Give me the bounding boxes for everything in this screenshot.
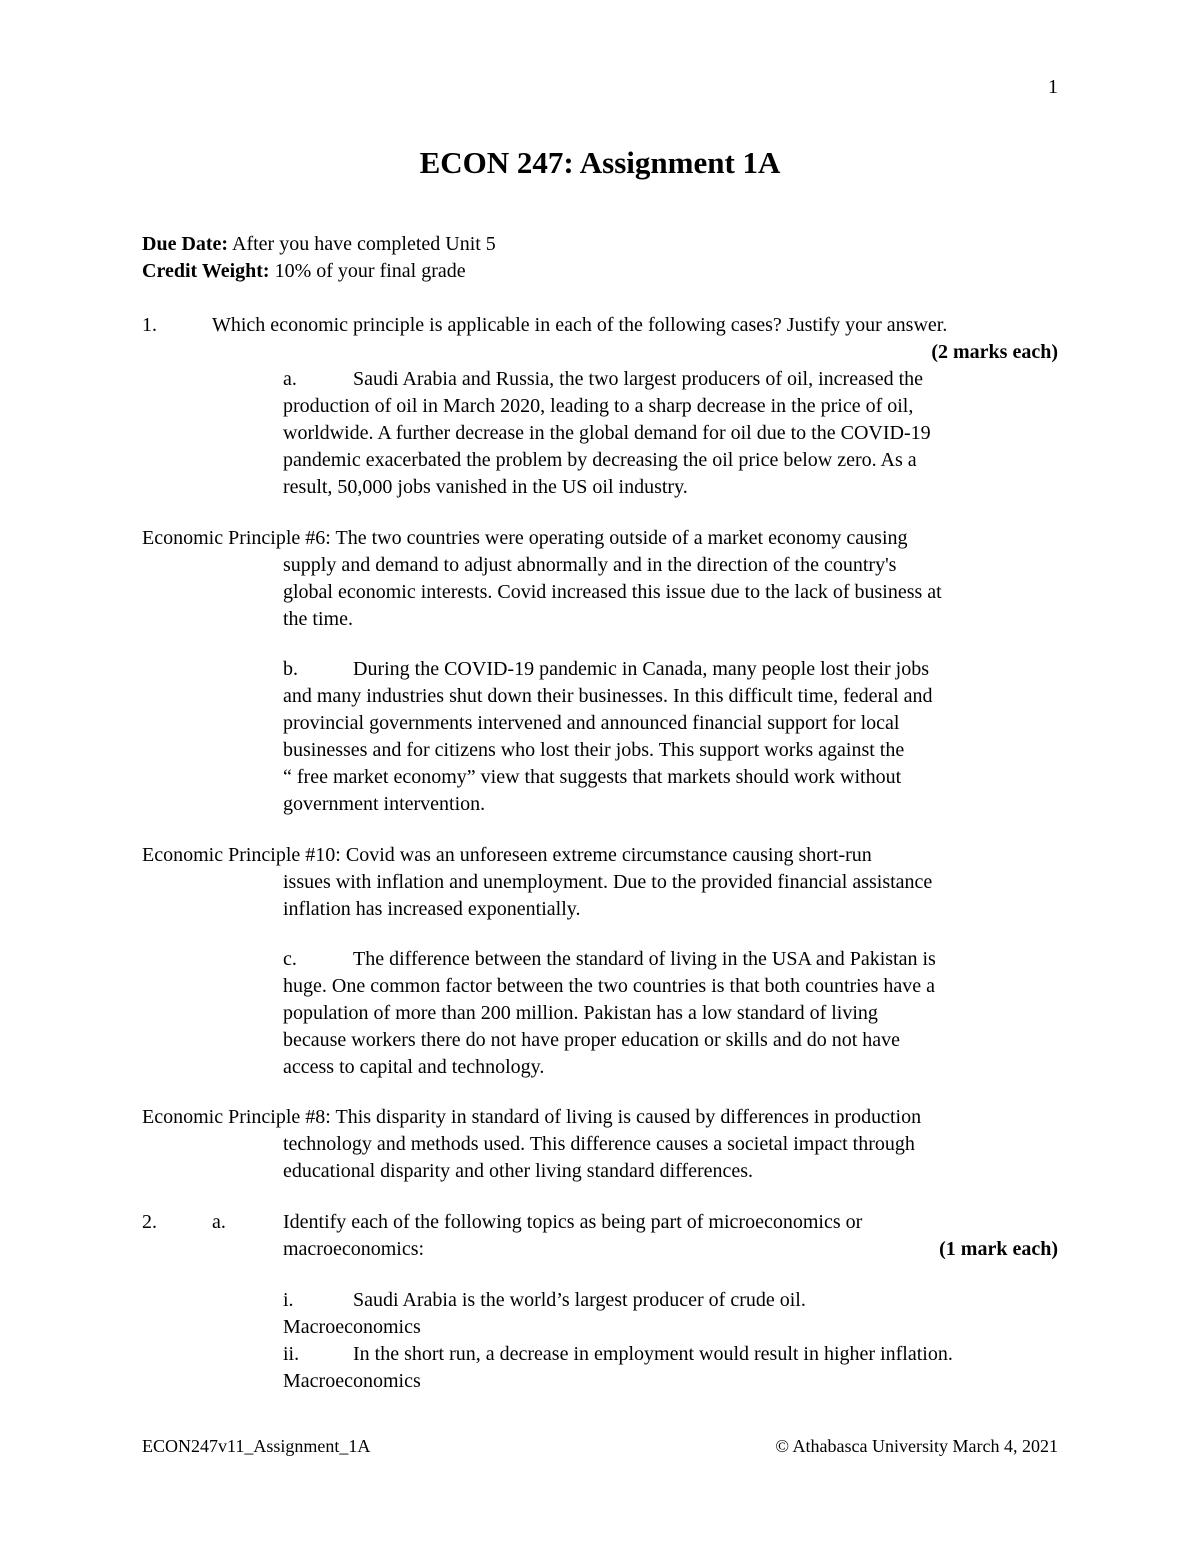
q1a-line: worldwide. A further decrease in the global demand for oil due to the COVID-19 <box>283 422 931 444</box>
q2-marks: (1 mark each) <box>939 1238 1058 1260</box>
q1b-line: During the COVID-19 pandemic in Canada, many people lost their jobs <box>353 658 929 680</box>
q1b-line: government intervention. <box>283 793 486 815</box>
q1c-answer-line: technology and methods used. This difference causes a societal impact through <box>283 1133 915 1155</box>
q1b-letter: b. <box>283 658 298 680</box>
footer-copyright: © Athabasca University March 4, 2021 <box>775 1436 1058 1456</box>
q1c-line: The difference between the standard of living in the USA and Pakistan is <box>353 948 936 970</box>
credit-weight-label: Credit Weight: <box>142 260 270 282</box>
page-title: ECON 247: Assignment 1A <box>419 145 781 180</box>
q1a-line: production of oil in March 2020, leading to a sharp decrease in the price of oil, <box>283 395 914 417</box>
page-number: 1 <box>1048 76 1058 98</box>
q1c-line: because workers there do not have proper education or skills and do not have <box>283 1029 901 1051</box>
q2-item-text: In the short run, a decrease in employment would result in higher inflation. <box>353 1343 953 1365</box>
q1b-line: “ free market economy” view that suggests that markets should work without <box>283 766 902 788</box>
credit-weight-line <box>142 258 466 285</box>
due-date-value: After you have completed Unit 5 <box>232 233 496 255</box>
q2-item-answer: Macroeconomics <box>283 1370 421 1392</box>
q1c-answer-line: Economic Principle #8: This disparity in standard of living is caused by differences in production <box>142 1106 922 1128</box>
q1c-line: population of more than 200 million. Pakistan has a low standard of living <box>283 1002 878 1024</box>
q1-prompt: Which economic principle is applicable in each of the following cases? Justify your answer. <box>212 314 948 336</box>
q1a-line: pandemic exacerbated the problem by decreasing the oil price below zero. As a <box>283 449 917 471</box>
due-date-line <box>142 231 496 258</box>
q2-prompt-line: macroeconomics: <box>283 1238 425 1260</box>
q1a-line: result, 50,000 jobs vanished in the US oil industry. <box>283 476 688 498</box>
q1a-answer-line: global economic interests. Covid increased this issue due to the lack of business at <box>283 581 942 603</box>
q1c-letter: c. <box>283 948 297 970</box>
q1-marks: (2 marks each) <box>931 341 1058 363</box>
q2-item-roman: ii. <box>283 1343 300 1365</box>
q1b-line: businesses and for citizens who lost their jobs. This support works against the <box>283 739 905 761</box>
due-date-label: Due Date: <box>142 233 229 255</box>
credit-weight-value: 10% of your final grade <box>274 260 466 282</box>
q1c-line: huge. One common factor between the two countries is that both countries have a <box>283 975 936 997</box>
q2-number: 2. <box>142 1211 157 1233</box>
q2-item-text: Saudi Arabia is the world’s largest producer of crude oil. <box>353 1289 806 1311</box>
footer-doc-id: ECON247v11_Assignment_1A <box>142 1436 371 1456</box>
q2-item-answer: Macroeconomics <box>283 1316 421 1338</box>
q1b-line: provincial governments intervened and announced financial support for local <box>283 712 900 734</box>
q1c-answer-line: educational disparity and other living standard differences. <box>283 1160 754 1182</box>
q2a-letter: a. <box>212 1211 226 1233</box>
q1a-answer-line: Economic Principle #6: The two countries were operating outside of a market economy causing <box>142 527 908 549</box>
q1b-answer-line: Economic Principle #10: Covid was an unforeseen extreme circumstance causing short-run <box>142 844 872 866</box>
q1a-line: Saudi Arabia and Russia, the two largest producers of oil, increased the <box>353 368 924 390</box>
q1b-answer-line: inflation has increased exponentially. <box>283 898 581 920</box>
q1a-answer-line: the time. <box>283 608 353 630</box>
q1-number: 1. <box>142 314 157 336</box>
q1b-answer-line: issues with inflation and unemployment. Due to the provided financial assistance <box>283 871 933 893</box>
q1a-letter: a. <box>283 368 297 390</box>
q2-item-roman: i. <box>283 1289 294 1311</box>
q2-prompt-line: Identify each of the following topics as being part of microeconomics or <box>283 1211 863 1233</box>
q1b-line: and many industries shut down their businesses. In this difficult time, federal and <box>283 685 933 707</box>
q1a-answer-line: supply and demand to adjust abnormally and in the direction of the country's <box>283 554 897 576</box>
q1c-line: access to capital and technology. <box>283 1056 545 1078</box>
